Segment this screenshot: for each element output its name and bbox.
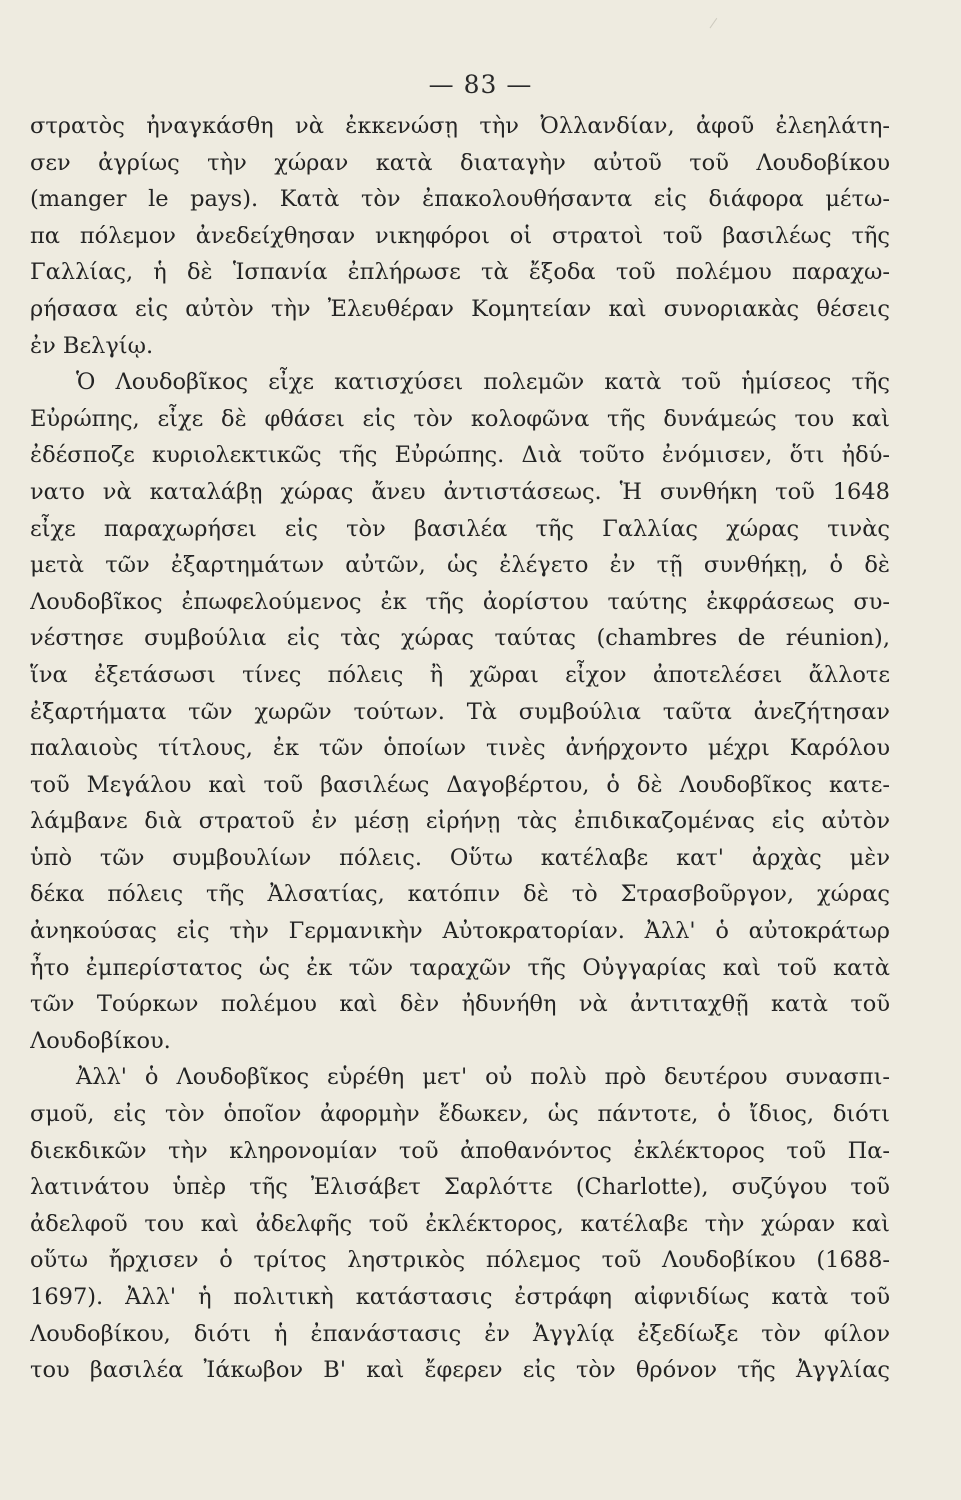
text-line: σεν ἀγρίως τὴν χώραν κατὰ διαταγὴν αὐτοῦ τοῦ Λουδοβίκου	[30, 149, 890, 176]
text-line: ἀδελφοῦ του καὶ ἀδελφῆς τοῦ ἐκλέκτορος, κατέλαβε τὴν χώραν καὶ	[30, 1210, 890, 1237]
text-line: Γαλλίας, ἡ δὲ Ἱσπανία ἐπλήρωσε τὰ ἔξοδα τοῦ πολέμου παραχω-	[30, 259, 890, 286]
text-line: νέστησε συμβούλια εἰς τὰς χώρας ταύτας (chambres de réunion),	[30, 625, 890, 652]
text-line: στρατὸς ἠναγκάσθη νὰ ἐκκενώσῃ τὴν Ὀλλανδίαν, ἀφοῦ ἐλεηλάτη-	[30, 113, 890, 139]
text-line: ἐδέσποζε κυριολεκτικῶς τῆς Εὐρώπης. Διὰ τοῦτο ἐνόμισεν, ὅτι ἠδύ-	[30, 442, 890, 469]
text-line: τοῦ Μεγάλου καὶ τοῦ βασιλέως Δαγοβέρτου, ὁ δὲ Λουδοβῖκος κατε-	[30, 771, 890, 798]
text-line: Ἀλλ' ὁ Λουδοβῖκος εὑρέθη μετ' οὐ πολὺ πρὸ δευτέρου συνασπι-	[76, 1064, 890, 1091]
text-line: 1697). Ἀλλ' ἡ πολιτικὴ κατάστασις ἐστράφη αἰφνιδίως κατὰ τοῦ	[30, 1284, 890, 1310]
text-line: Εὐρώπης, εἶχε δὲ φθάσει εἰς τὸν κολοφῶνα τῆς δυνάμεώς του καὶ	[30, 405, 890, 432]
text-line: σμοῦ, εἰς τὸν ὁποῖον ἀφορμὴν ἔδωκεν, ὡς πάντοτε, ὁ ἴδιος, διότι	[30, 1101, 890, 1128]
text-line: Λουδοβίκου.	[30, 1027, 171, 1054]
text-line: ἐν Βελγίῳ.	[30, 332, 154, 359]
text-line: Ὁ Λουδοβῖκος εἶχε κατισχύσει πολεμῶν κατὰ τοῦ ἡμίσεος τῆς	[76, 369, 890, 396]
text-line: πα πόλεμον ἀνεδείχθησαν νικηφόροι οἱ στρατοὶ τοῦ βασιλέως τῆς	[30, 222, 890, 249]
text-line: οὕτω ἤρχισεν ὁ τρίτος ληστρικὸς πόλεμος τοῦ Λουδοβίκου (1688-	[30, 1247, 890, 1274]
text-line: (manger le pays). Κατὰ τὸν ἐπακολουθήσαντα εἰς διάφορα μέτω-	[30, 186, 890, 213]
text-line: ρήσασα εἰς αὐτὸν τὴν Ἐλευθέραν Κομητείαν καὶ συνοριακὰς θέσεις	[30, 295, 890, 322]
text-line: του βασιλέα Ἰάκωβον Β' καὶ ἔφερεν εἰς τὸν θρόνον τῆς Ἀγγλίας	[30, 1357, 890, 1384]
text-line: παλαιοὺς τίτλους, ἐκ τῶν ὁποίων τινὲς ἀνήρχοντο μέχρι Καρόλου	[30, 735, 890, 762]
text-line: διεκδικῶν τὴν κληρονομίαν τοῦ ἀποθανόντος ἐκλέκτορος τοῦ Πα-	[30, 1137, 890, 1164]
text-line: δέκα πόλεις τῆς Ἀλσατίας, κατόπιν δὲ τὸ Στρασβοῦργον, χώρας	[30, 881, 890, 908]
pencil-mark	[710, 18, 726, 34]
text-line: λάμβανε διὰ στρατοῦ ἐν μέσῃ εἰρήνῃ τὰς ἐπιδικαζομένας εἰς αὐτὸν	[30, 808, 890, 835]
text-line: νατο νὰ καταλάβῃ χώρας ἄνευ ἀντιστάσεως. Ἡ συνθήκη τοῦ 1648	[30, 478, 890, 505]
page-number: — 83 —	[428, 70, 533, 99]
text-line: ὑπὸ τῶν συμβουλίων πόλεις. Οὕτω κατέλαβε κατ' ἀρχὰς μὲν	[30, 844, 890, 871]
text-line: ἵνα ἐξετάσωσι τίνες πόλεις ἢ χῶραι εἶχον ἀποτελέσει ἄλλοτε	[30, 661, 890, 688]
text-line: Λουδοβῖκος ἐπωφελούμενος ἐκ τῆς ἀορίστου ταύτης ἐκφράσεως συ-	[30, 588, 890, 615]
text-line: μετὰ τῶν ἐξαρτημάτων αὐτῶν, ὡς ἐλέγετο ἐν τῇ συνθήκῃ, ὁ δὲ	[30, 552, 890, 579]
text-line: Λουδοβίκου, διότι ἡ ἐπανάστασις ἐν Ἀγγλίᾳ ἐξεδίωξε τὸν φίλον	[30, 1320, 890, 1347]
text-line: ἐξαρτήματα τῶν χωρῶν τούτων. Τὰ συμβούλια ταῦτα ἀνεζήτησαν	[30, 698, 890, 725]
text-line: ἀνηκούσας εἰς τὴν Γερμανικὴν Αὐτοκρατορίαν. Ἀλλ' ὁ αὐτοκράτωρ	[30, 918, 890, 945]
text-line: λατινάτου ὑπὲρ τῆς Ἐλισάβετ Σαρλόττε (Charlotte), συζύγου τοῦ	[30, 1174, 890, 1201]
body-text	[30, 108, 890, 1389]
text-line: εἶχε παραχωρήσει εἰς τὸν βασιλέα τῆς Γαλλίας χώρας τινὰς	[30, 515, 890, 542]
text-line: τῶν Τούρκων πολέμου καὶ δὲν ἠδυνήθη νὰ ἀντιταχθῇ κατὰ τοῦ	[30, 991, 890, 1018]
text-line: ἦτο ἐμπερίστατος ὡς ἐκ τῶν ταραχῶν τῆς Οὐγγαρίας καὶ τοῦ κατὰ	[30, 954, 890, 981]
